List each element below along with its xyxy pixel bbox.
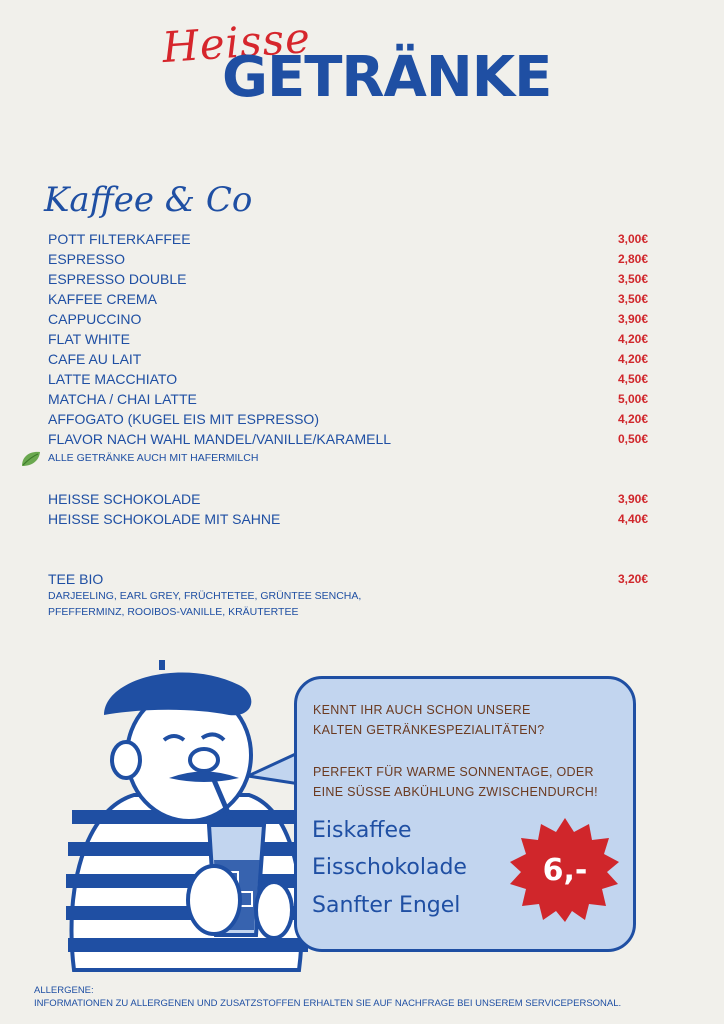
menu-item xyxy=(48,430,648,448)
item-name: POTT FILTERKAFFEE xyxy=(48,231,191,247)
item-name: KAFFEE CREMA xyxy=(48,291,157,307)
menu-item xyxy=(48,250,648,268)
item-name: MATCHA / CHAI LATTE xyxy=(48,391,197,407)
drink-item: Eisschokolade xyxy=(312,855,467,880)
allergen-info xyxy=(34,984,621,1010)
tea-description xyxy=(48,588,408,620)
menu-item xyxy=(48,290,648,308)
promo-text: EINE SÜSSE ABKÜHLUNG ZWISCHENDURCH! xyxy=(313,785,598,799)
item-price: 4,40€ xyxy=(617,512,648,526)
item-name: ESPRESSO DOUBLE xyxy=(48,271,187,287)
badge-price: 6,- xyxy=(542,853,588,888)
item-name: LATTE MACCHIATO xyxy=(48,371,178,387)
item-name: HEISSE SCHOKOLADE MIT SAHNE xyxy=(48,511,281,527)
item-price: 2,80€ xyxy=(617,252,648,266)
menu-item xyxy=(48,570,648,588)
item-name: CAFE AU LAIT xyxy=(48,351,142,367)
item-price: 5,00€ xyxy=(617,392,648,406)
menu-item xyxy=(48,510,648,528)
item-name: CAPPUCCINO xyxy=(48,311,142,327)
menu-item xyxy=(48,410,648,428)
menu-item xyxy=(48,230,648,248)
page-title: GETRÄNKE xyxy=(222,45,552,110)
section-title: Kaffee & Co xyxy=(44,180,253,220)
item-name: HEISSE SCHOKOLADE xyxy=(48,491,201,507)
oat-milk-note: ALLE GETRÄNKE AUCH MIT HAFERMILCH xyxy=(48,452,259,464)
item-price: 3,90€ xyxy=(617,492,648,506)
allergen-title: ALLERGENE: xyxy=(34,985,94,996)
allergen-text: INFORMATIONEN ZU ALLERGENEN UND ZUSATZSTOFFEN ERHALTEN SIE AUF NACHFRAGE BEI UNSEREM SERVICEPERSONAL. xyxy=(34,998,622,1009)
tea-desc-line: DARJEELING, EARL GREY, FRÜCHTETEE, GRÜNTEE SENCHA, xyxy=(48,590,362,602)
item-name: TEE BIO xyxy=(48,571,104,587)
bubble-tail xyxy=(246,748,300,788)
drink-item: Sanfter Engel xyxy=(312,893,461,918)
item-price: 4,20€ xyxy=(617,352,648,366)
menu-item xyxy=(48,310,648,328)
item-price: 3,00€ xyxy=(617,232,648,246)
item-name: FLAVOR NACH WAHL MANDEL/VANILLE/KARAMELL xyxy=(48,431,392,447)
menu-item xyxy=(48,370,648,388)
item-price: 3,50€ xyxy=(617,292,648,306)
price-badge xyxy=(510,818,620,922)
promo-text: KALTEN GETRÄNKESPEZIALITÄTEN? xyxy=(313,723,545,737)
item-price: 4,20€ xyxy=(617,412,648,426)
menu-item xyxy=(48,490,648,508)
menu-item xyxy=(48,390,648,408)
item-price: 4,20€ xyxy=(617,332,648,346)
mascot-illustration xyxy=(64,660,314,980)
title-script: Heisse xyxy=(160,12,313,73)
item-price: 3,90€ xyxy=(617,312,648,326)
item-name: FLAT WHITE xyxy=(48,331,130,347)
leaf-icon xyxy=(20,450,42,468)
item-price: 4,50€ xyxy=(617,372,648,386)
item-price: 3,50€ xyxy=(617,272,648,286)
promo-text: KENNT IHR AUCH SCHON UNSERE xyxy=(313,703,531,717)
item-name: AFFOGATO (KUGEL EIS MIT ESPRESSO) xyxy=(48,411,319,427)
item-name: ESPRESSO xyxy=(48,251,126,267)
menu-item xyxy=(48,350,648,368)
menu-item xyxy=(48,270,648,288)
menu-item xyxy=(48,330,648,348)
item-price: 0,50€ xyxy=(617,432,648,446)
tea-desc-line: PFEFFERMINZ, ROOIBOS-VANILLE, KRÄUTERTEE xyxy=(48,606,299,618)
item-price: 3,20€ xyxy=(617,572,648,586)
drink-item: Eiskaffee xyxy=(312,818,412,843)
promo-text: PERFEKT FÜR WARME SONNENTAGE, ODER xyxy=(313,765,594,779)
